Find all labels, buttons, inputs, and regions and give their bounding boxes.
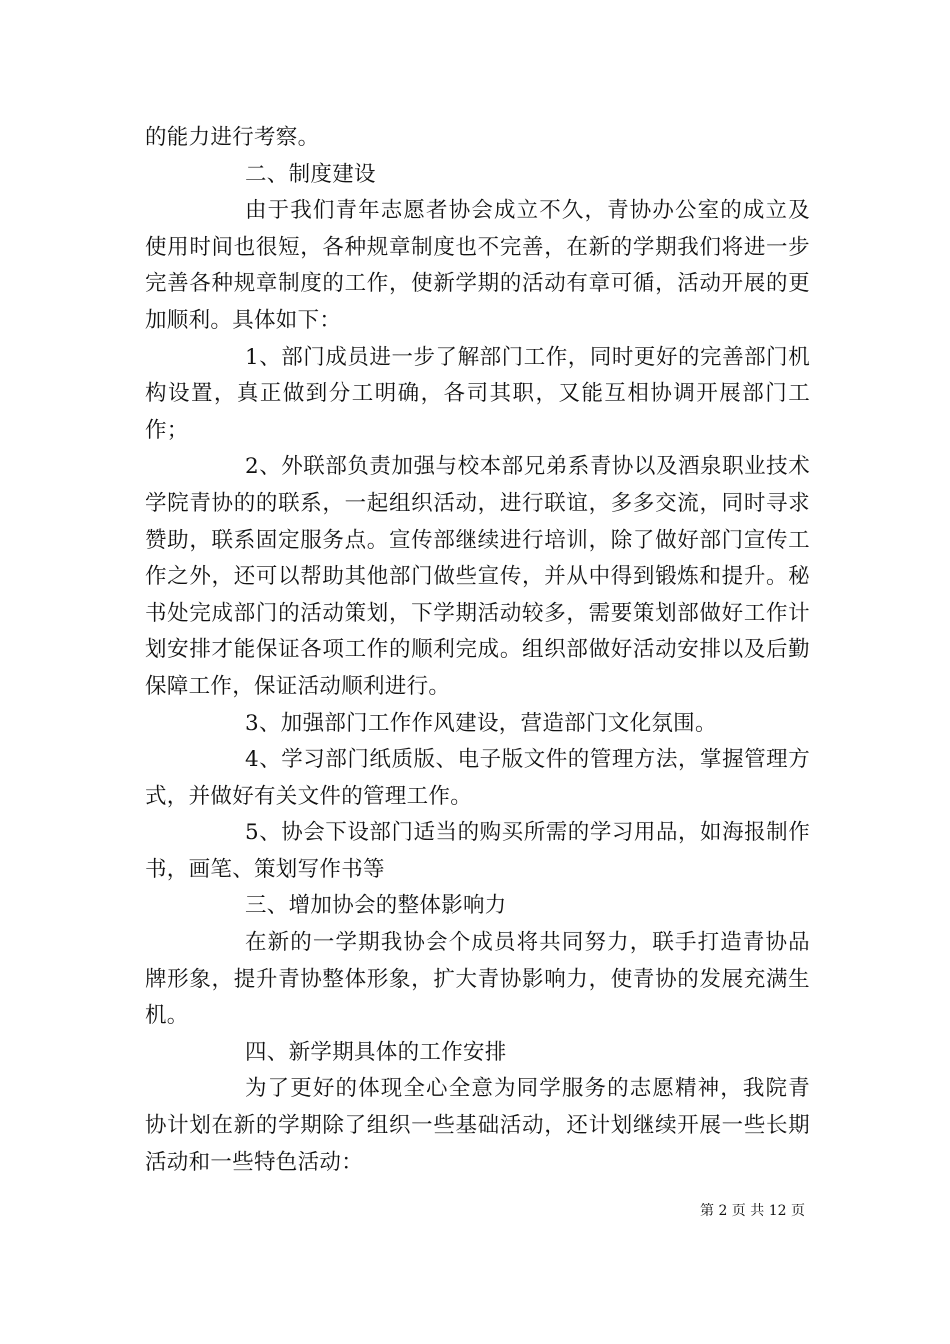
document-body bbox=[145, 120, 810, 1181]
paragraph-item-4: 4、学习部门纸质版、电子版文件的管理方法，掌握管理方式，并做好有关文件的管理工作。 bbox=[145, 747, 810, 809]
paragraph-system-intro: 由于我们青年志愿者协会成立不久，青协办公室的成立及使用时间也很短，各种规章制度也不完善，在新的学期我们将进一步完善各种规章制度的工作，使新学期的活动有章可循，活动开展的更加顺利。具体如下： bbox=[145, 198, 810, 333]
paragraph-continuation: 的能力进行考察。 bbox=[145, 125, 320, 150]
page-number-footer: 第 2 页 共 12 页 bbox=[700, 1203, 805, 1219]
paragraph-item-3: 3、加强部门工作作风建设，营造部门文化氛围。 bbox=[245, 710, 717, 736]
paragraph-schedule-intro: 为了更好的体现全心全意为同学服务的志愿精神，我院青协计划在新的学期除了组织一些基础活动，还计划继续开展一些长期活动和一些特色活动： bbox=[145, 1076, 810, 1175]
section-heading-4: 四、新学期具体的工作安排 bbox=[245, 1039, 507, 1065]
section-heading-3: 三、增加协会的整体影响力 bbox=[245, 893, 507, 919]
paragraph-item-1: 1、部门成员进一步了解部门工作，同时更好的完善部门机构设置，真正做到分工明确，各司其职，又能互相协调开展部门工作； bbox=[145, 344, 810, 443]
section-heading-2: 二、制度建设 bbox=[245, 161, 376, 187]
paragraph-influence-intro: 在新的一学期我协会个成员将共同努力，联手打造青协品牌形象，提升青协整体形象，扩大青协影响力，使青协的发展充满生机。 bbox=[145, 930, 810, 1029]
paragraph-item-2: 2、外联部负责加强与校本部兄弟系青协以及酒泉职业技术学院青协的的联系，一起组织活动，进行联谊，多多交流，同时寻求赞助，联系固定服务点。宣传部继续进行培训，除了做好部门宣传工作之外，还可以帮助其他部门做些宣传，并从中得到锻炼和提升。秘书处完成部门的活动策划，下学期活动较多，需要策划部做好工作计划安排才能保证各项工作的顺利完成。组织部做好活动安排以及后勤保障工作，保证活动顺利进行。 bbox=[145, 454, 810, 699]
paragraph-item-5: 5、协会下设部门适当的购买所需的学习用品，如海报制作书，画笔、策划写作书等 bbox=[145, 820, 810, 882]
